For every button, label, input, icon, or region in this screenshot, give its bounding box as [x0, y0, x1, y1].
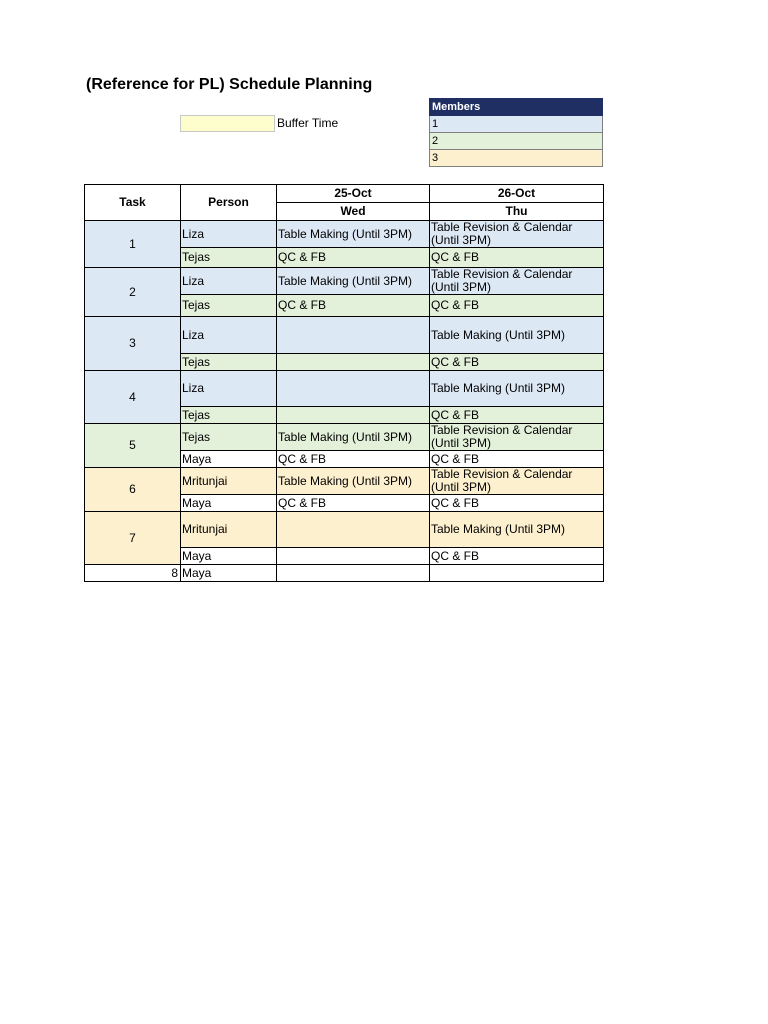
person-cell[interactable]: Tejas: [181, 424, 277, 451]
day2-cell[interactable]: QC & FB: [430, 295, 604, 317]
table-row: [85, 221, 604, 248]
buffer-time-label: Buffer Time: [277, 116, 339, 130]
person-cell[interactable]: Liza: [181, 268, 277, 295]
day1-cell[interactable]: [277, 354, 430, 371]
task-cell[interactable]: 4: [85, 371, 181, 424]
person-cell[interactable]: Tejas: [181, 354, 277, 371]
person-cell[interactable]: Maya: [181, 451, 277, 468]
day1-cell[interactable]: [277, 548, 430, 565]
table-row: [85, 371, 604, 407]
day2-cell[interactable]: QC & FB: [430, 495, 604, 512]
day2-cell[interactable]: QC & FB: [430, 451, 604, 468]
day2-cell[interactable]: [430, 565, 604, 582]
header-day1-date[interactable]: 25-Oct: [277, 185, 430, 203]
schedule-table: [84, 184, 604, 582]
day2-cell[interactable]: Table Revision & Calendar (Until 3PM): [430, 221, 604, 248]
table-row: [85, 468, 604, 495]
header-task[interactable]: Task: [85, 185, 181, 221]
person-cell[interactable]: Tejas: [181, 248, 277, 268]
person-cell[interactable]: Liza: [181, 221, 277, 248]
header-day2-date[interactable]: 26-Oct: [430, 185, 604, 203]
day2-cell[interactable]: Table Making (Until 3PM): [430, 317, 604, 354]
table-row: [85, 565, 604, 582]
day2-cell[interactable]: QC & FB: [430, 407, 604, 424]
task-cell[interactable]: 5: [85, 424, 181, 468]
day1-cell[interactable]: [277, 371, 430, 407]
task-cell[interactable]: 8: [85, 565, 181, 582]
day1-cell[interactable]: [277, 512, 430, 548]
task-cell[interactable]: 6: [85, 468, 181, 512]
header-day1-weekday[interactable]: Wed: [277, 203, 430, 221]
day1-cell[interactable]: [277, 317, 430, 354]
member-2[interactable]: 2: [430, 133, 603, 150]
day1-cell[interactable]: QC & FB: [277, 248, 430, 268]
page-title: (Reference for PL) Schedule Planning: [86, 76, 373, 93]
header-person[interactable]: Person: [181, 185, 277, 221]
day1-cell[interactable]: Table Making (Until 3PM): [277, 424, 430, 451]
person-cell[interactable]: Tejas: [181, 407, 277, 424]
table-row: [85, 268, 604, 295]
members-legend: [429, 98, 603, 167]
day2-cell[interactable]: QC & FB: [430, 248, 604, 268]
task-cell[interactable]: 1: [85, 221, 181, 268]
person-cell[interactable]: Maya: [181, 495, 277, 512]
buffer-time-swatch[interactable]: [180, 115, 275, 132]
day2-cell[interactable]: Table Revision & Calendar (Until 3PM): [430, 468, 604, 495]
day2-cell[interactable]: Table Making (Until 3PM): [430, 512, 604, 548]
person-cell[interactable]: Liza: [181, 317, 277, 354]
day2-cell[interactable]: Table Revision & Calendar (Until 3PM): [430, 268, 604, 295]
task-cell[interactable]: 7: [85, 512, 181, 565]
person-cell[interactable]: Liza: [181, 371, 277, 407]
person-cell[interactable]: Tejas: [181, 295, 277, 317]
task-cell[interactable]: 2: [85, 268, 181, 317]
person-cell[interactable]: Mritunjai: [181, 512, 277, 548]
task-cell[interactable]: 3: [85, 317, 181, 371]
person-cell[interactable]: Mritunjai: [181, 468, 277, 495]
day2-cell[interactable]: Table Revision & Calendar (Until 3PM): [430, 424, 604, 451]
day1-cell[interactable]: Table Making (Until 3PM): [277, 268, 430, 295]
table-row: [85, 512, 604, 548]
day1-cell[interactable]: [277, 565, 430, 582]
day1-cell[interactable]: QC & FB: [277, 495, 430, 512]
day1-cell[interactable]: Table Making (Until 3PM): [277, 221, 430, 248]
table-row: [85, 424, 604, 451]
day1-cell[interactable]: [277, 407, 430, 424]
day1-cell[interactable]: QC & FB: [277, 295, 430, 317]
day2-cell[interactable]: QC & FB: [430, 354, 604, 371]
table-row: [85, 317, 604, 354]
members-header[interactable]: Members: [430, 99, 603, 116]
member-1[interactable]: 1: [430, 116, 603, 133]
day1-cell[interactable]: Table Making (Until 3PM): [277, 468, 430, 495]
person-cell[interactable]: Maya: [181, 565, 277, 582]
day2-cell[interactable]: QC & FB: [430, 548, 604, 565]
day2-cell[interactable]: Table Making (Until 3PM): [430, 371, 604, 407]
day1-cell[interactable]: QC & FB: [277, 451, 430, 468]
member-3[interactable]: 3: [430, 150, 603, 167]
header-day2-weekday[interactable]: Thu: [430, 203, 604, 221]
person-cell[interactable]: Maya: [181, 548, 277, 565]
